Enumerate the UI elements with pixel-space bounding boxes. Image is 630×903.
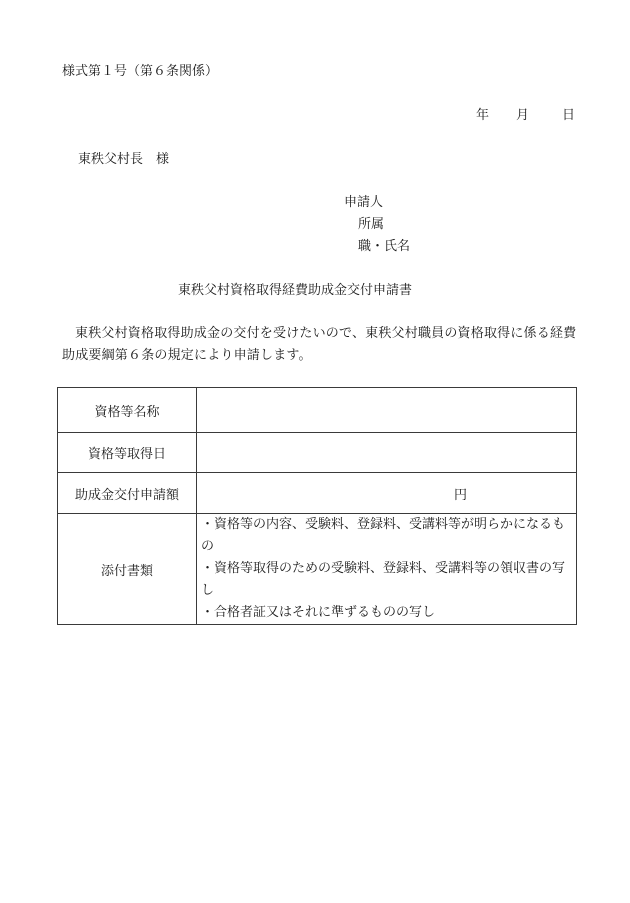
attachments-field [197, 514, 577, 625]
date-year: 年 [476, 108, 490, 123]
table-row [58, 473, 577, 514]
qualification-name-field[interactable] [197, 388, 577, 433]
affiliation-label: 所属 [358, 217, 385, 232]
attachment-item: ・合格者証又はそれに準ずるものの写し [201, 605, 436, 620]
form-number: 様式第１号（第６条関係） [62, 64, 219, 79]
document-title: 東秩父村資格取得経費助成金交付申請書 [178, 283, 413, 298]
applicant-label: 申請人 [344, 195, 384, 210]
attachment-item: ・資格等取得のための受験料、登録料、受講料等の領収書の写し [201, 561, 566, 598]
table-row [58, 514, 577, 625]
attachment-item: ・資格等の内容、受験料、登録料、受講料等が明らかになるもの [201, 517, 566, 554]
subsidy-amount-field[interactable]: 円 [197, 473, 577, 514]
acquisition-date-field[interactable] [197, 433, 577, 473]
subsidy-amount-label: 助成金交付申請額 [58, 473, 197, 514]
acquisition-date-label: 資格等取得日 [58, 433, 197, 473]
date-month: 月 [516, 108, 530, 123]
date-day: 日 [562, 108, 576, 123]
date-line [476, 108, 575, 125]
position-name-label: 職・氏名 [358, 239, 411, 254]
table-row [58, 388, 577, 433]
qualification-name-label: 資格等名称 [58, 388, 197, 433]
application-table [57, 387, 577, 625]
attachments-list [197, 514, 576, 624]
attachments-label: 添付書類 [58, 514, 197, 625]
table-row [58, 433, 577, 473]
addressee: 東秩父村長 様 [78, 152, 170, 167]
body-paragraph: 東秩父村資格取得助成金の交付を受けたいので、東秩父村職員の資格取得に係る経費助成要綱第６条の規定により申請します。 [62, 326, 577, 363]
